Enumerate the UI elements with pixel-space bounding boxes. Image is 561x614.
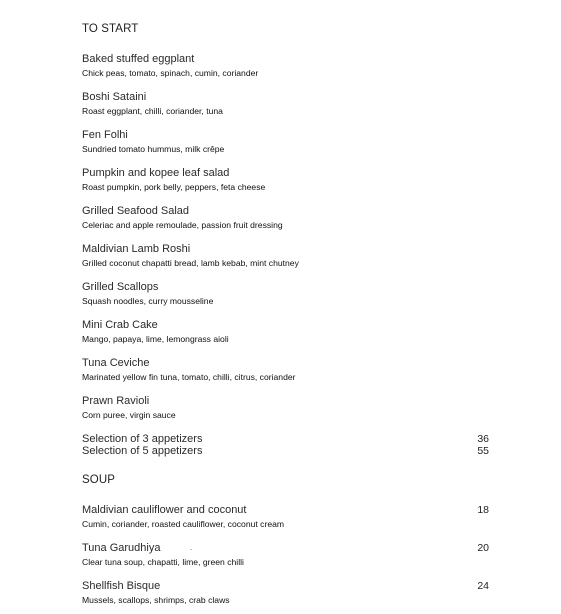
price: 36 <box>477 433 489 445</box>
menu-item <box>82 243 492 269</box>
item-description: Sundried tomato hummus, milk crêpe <box>82 144 225 154</box>
item-description: Corn puree, virgin sauce <box>82 410 176 420</box>
menu-item <box>82 281 492 307</box>
item-description: Grilled coconut chapatti bread, lamb kebab, mint chutney <box>82 258 299 268</box>
combo-row <box>82 445 492 457</box>
item-name: Fen Folhi <box>82 129 128 141</box>
combo-row <box>82 433 492 445</box>
menu-item <box>82 319 492 345</box>
menu-item <box>82 91 492 117</box>
section-title-to-start: TO START <box>82 23 139 35</box>
combo-name: Selection of 3 appetizers <box>82 433 203 445</box>
item-description: Mussels, scallops, shrimps, crab claws <box>82 595 230 605</box>
menu-item <box>82 395 492 421</box>
menu-item <box>82 53 492 79</box>
stray-dot-mark: . <box>190 543 193 552</box>
item-description: Mango, papaya, lime, lemongrass aioli <box>82 334 229 344</box>
item-name: Tuna Garudhiya <box>82 542 161 554</box>
item-name: Grilled Scallops <box>82 281 159 293</box>
combo-name: Selection of 5 appetizers <box>82 445 203 457</box>
item-name: Prawn Ravioli <box>82 395 150 407</box>
price: 20 <box>477 542 489 554</box>
item-name: Maldivian cauliflower and coconut <box>82 504 247 516</box>
menu-item <box>82 504 492 530</box>
item-name: Pumpkin and kopee leaf salad <box>82 167 230 179</box>
menu-item <box>82 129 492 155</box>
item-description: Squash noodles, curry mousseline <box>82 296 214 306</box>
section-title-soup: SOUP <box>82 474 115 486</box>
item-name: Shellfish Bisque <box>82 580 161 592</box>
item-name: Maldivian Lamb Roshi <box>82 243 191 255</box>
item-name: Mini Crab Cake <box>82 319 158 331</box>
item-description: Cumin, coriander, roasted cauliflower, coconut cream <box>82 519 285 529</box>
item-description: Roast eggplant, chilli, coriander, tuna <box>82 106 223 116</box>
item-description: Chick peas, tomato, spinach, cumin, coriander <box>82 68 259 78</box>
item-description: Celeriac and apple remoulade, passion fruit dressing <box>82 220 283 230</box>
item-name: Boshi Sataini <box>82 91 147 103</box>
menu-item <box>82 580 492 606</box>
price: 24 <box>477 580 489 592</box>
menu-item <box>82 357 492 383</box>
item-description: Marinated yellow fin tuna, tomato, chilli, citrus, coriander <box>82 372 296 382</box>
item-name: Tuna Ceviche <box>82 357 150 369</box>
price: 55 <box>477 445 489 457</box>
menu-item <box>82 542 492 568</box>
menu-item <box>82 205 492 231</box>
item-name: Grilled Seafood Salad <box>82 205 190 217</box>
item-name: Baked stuffed eggplant <box>82 53 195 65</box>
price: 18 <box>477 504 489 516</box>
menu-item <box>82 167 492 193</box>
item-description: Clear tuna soup, chapatti, lime, green chilli <box>82 557 244 567</box>
item-description: Roast pumpkin, pork belly, peppers, feta cheese <box>82 182 266 192</box>
